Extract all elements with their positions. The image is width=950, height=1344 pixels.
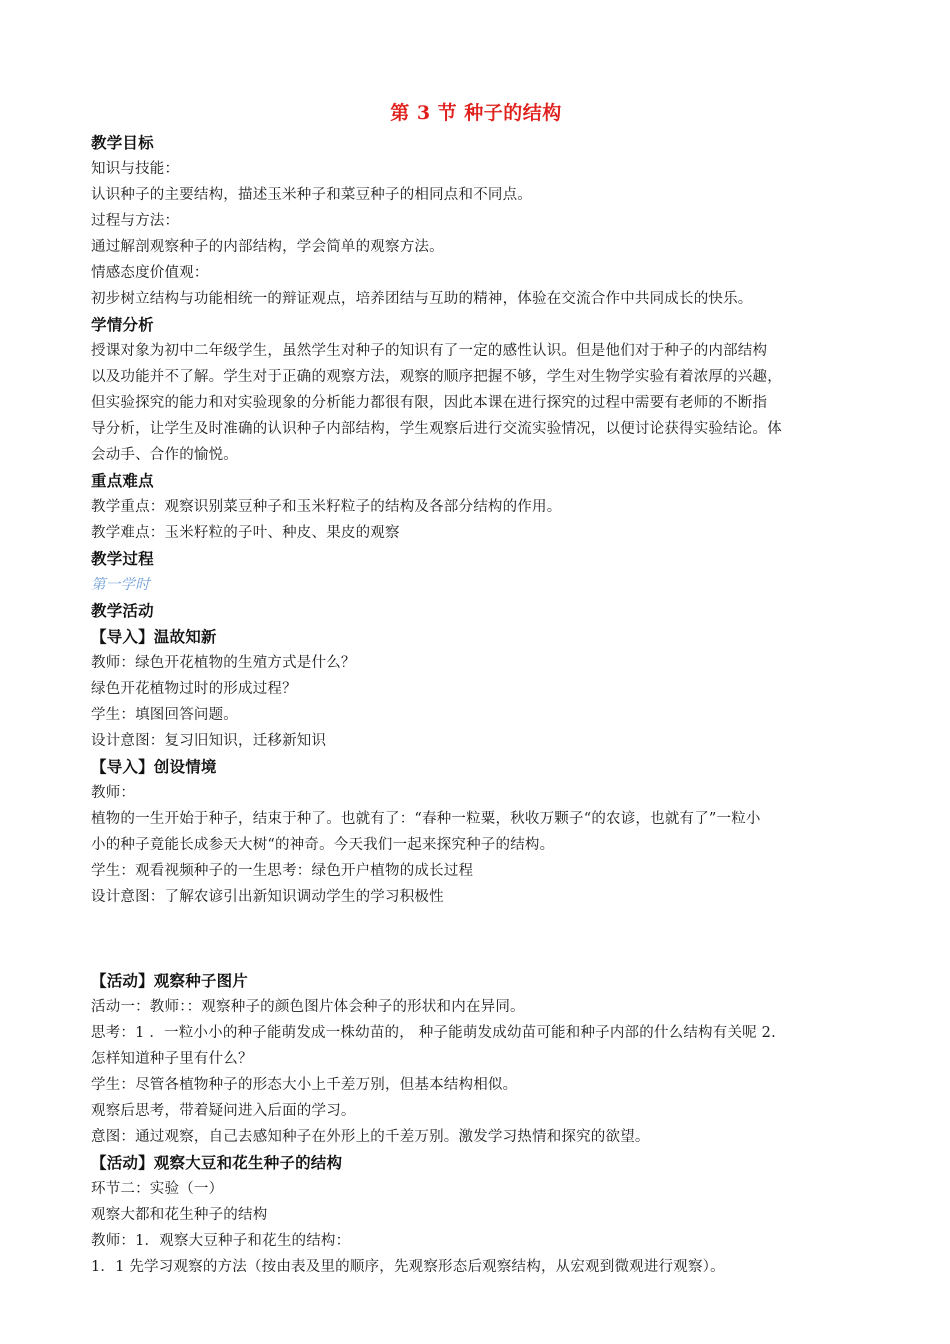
text-line: 设计意图：复习旧知识，迁移新知识 (91, 733, 327, 749)
text-line: 意图：通过观察，自己去感知种子在外形上的千差万别。激发学习热情和探究的欲望。 (91, 1129, 650, 1145)
blank-line (91, 926, 861, 952)
text-line: 导分析，让学生及时准确的认识种子内部结构，学生观察后进行交流实验情况，以便讨论获得实验结论。体 (91, 421, 782, 437)
text-line: 初步树立结构与功能相统一的辩证观点，培养团结与互助的精神，体验在交流合作中共同成长的快乐。 (91, 291, 753, 307)
text-line: 教师：1．观察大豆种子和花生的结构： (91, 1233, 351, 1249)
text-line: 绿色开花植物过时的形成过程？ (91, 681, 297, 697)
section-heading: 学情分析 (91, 315, 154, 334)
section-heading: 【活动】观察大豆和花生种子的结构 (91, 1153, 343, 1172)
section-heading: 教学过程 (91, 549, 154, 568)
text-line: 怎样知道种子里有什么？ (91, 1051, 253, 1067)
text-line: 观察后思考，带着疑问进入后面的学习。 (91, 1103, 356, 1119)
section-heading: 教学目标 (91, 133, 154, 152)
section-link[interactable]: 第一学时 (91, 577, 150, 593)
text-line: 设计意图：了解农谚引出新知识调动学生的学习积极性 (91, 889, 444, 905)
section-heading: 【活动】观察种子图片 (91, 971, 249, 990)
text-line: 教学重点：观察识别菜豆种子和玉米籽粒子的结构及各部分结构的作用。 (91, 499, 562, 515)
text-line: 思考：1 ．一粒小小的种子能萌发成一株幼苗的， 种子能萌发成幼苗可能和种子内部的什么结构有关呢 2. (91, 1025, 776, 1041)
section-heading: 【导入】温故知新 (91, 627, 217, 646)
text-line: 教师：绿色开花植物的生殖方式是什么？ (91, 655, 356, 671)
text-line: 教学难点：玉米籽粒的子叶、种皮、果皮的观察 (91, 525, 400, 541)
text-line: 小的种子竟能长成参天大树“的神奇。今天我们一起来探究种子的结构。 (91, 837, 555, 853)
text-line: 活动一：教师：：观察种子的颜色图片体会种子的形状和内在异同。 (91, 999, 525, 1015)
section-heading: 【导入】创设情境 (91, 757, 217, 776)
text-line: 授课对象为初中二年级学生，虽然学生对种子的知识有了一定的感性认识。但是他们对于种子的内部结构 (91, 343, 768, 359)
text-line: 过程与方法： (91, 213, 180, 229)
document-page (91, 96, 861, 1280)
text-line: 以及功能并不了解。学生对于正确的观察方法，观察的顺序把握不够，学生对生物学实验有着浓厚的兴趣， (91, 369, 782, 385)
text-line: 认识种子的主要结构，描述玉米种子和菜豆种子的相同点和不同点。 (91, 187, 532, 203)
text-line: 植物的一生开始于种子，结束于种了。也就有了：“春种一粒粟，秋收万颗子“的农谚，也就有了”一粒小 (91, 811, 761, 827)
text-line: 观察大都和花生种子的结构 (91, 1207, 268, 1223)
text-line: 教师： (91, 785, 136, 801)
section-heading: 教学活动 (91, 601, 154, 620)
text-line: 会动手、合作的愉悦。 (91, 447, 238, 463)
text-line: 学生：填图回答问题。 (91, 707, 238, 723)
document-body (91, 130, 861, 1280)
text-line: 学生：观看视频种子的一生思考：绿色开户植物的成长过程 (91, 863, 474, 879)
text-line: 学生：尽管各植物种子的形态大小上千差万别，但基本结构相似。 (91, 1077, 518, 1093)
text-line: 但实验探究的能力和对实验现象的分析能力都很有限，因此本课在进行探究的过程中需要有老师的不断指 (91, 395, 768, 411)
section-heading: 重点难点 (91, 471, 154, 490)
text-line: 知识与技能： (91, 161, 180, 177)
text-line: 1．1 先学习观察的方法（按由表及里的顺序，先观察形态后观察结构，从宏观到微观进行观察）。 (91, 1259, 725, 1275)
text-line: 环节二：实验（一） (91, 1181, 224, 1197)
document-title: 第 3 节 种子的结构 (390, 102, 562, 124)
text-line: 情感态度价值观： (91, 265, 209, 281)
text-line: 通过解剖观察种子的内部结构，学会简单的观察方法。 (91, 239, 444, 255)
